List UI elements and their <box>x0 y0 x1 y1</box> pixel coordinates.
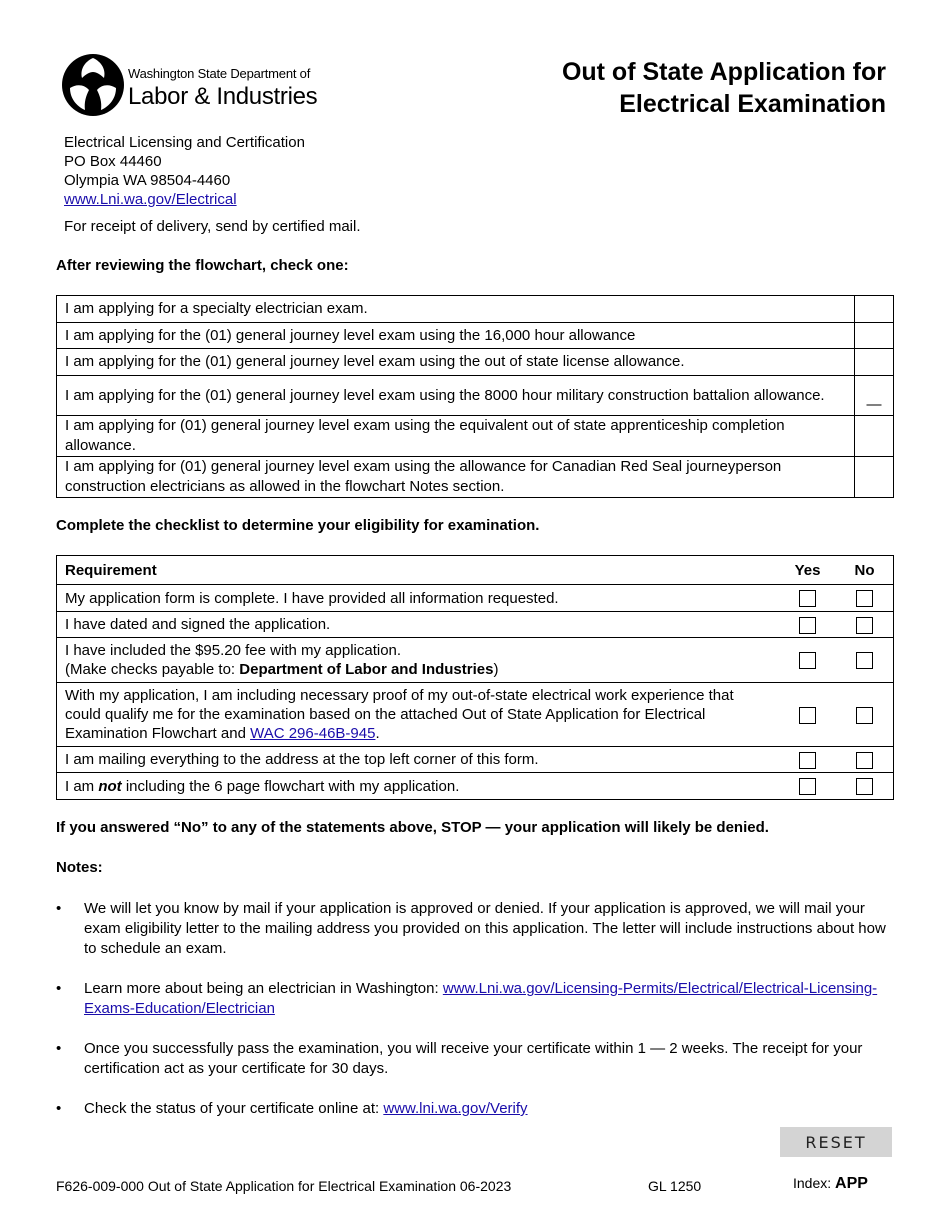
requirement-text: With my application, I am including necessary proof of my out-of-state electrical work experience that could qualify me for the examination based on the attached Out of State Application for Electrical Examination Flowchart and WAC 296-46B-945. <box>57 683 780 747</box>
requirement-column-header: Requirement <box>57 556 780 585</box>
form-number: F626-009-000 Out of State Application for Electrical Examination 06-2023 <box>56 1178 512 1194</box>
not-emphasis: not <box>98 777 122 795</box>
yes-checkbox[interactable] <box>799 707 816 724</box>
option-label: I am applying for (01) general journey level exam using the allowance for Canadian Red Seal journeyperson construction electricians as allowed in the flowchart Notes section. <box>57 457 855 498</box>
note-item <box>56 1099 886 1119</box>
yes-column-header: Yes <box>779 556 836 585</box>
note-item <box>56 899 886 959</box>
address-line2: PO Box 44460 <box>64 153 162 170</box>
checklist-row <box>57 683 894 747</box>
checklist-row <box>57 747 894 773</box>
yes-checkbox[interactable] <box>799 617 816 634</box>
no-checkbox[interactable] <box>856 707 873 724</box>
electrician-info-link[interactable]: www.Lni.wa.gov/Licensing-Permits/Electrical/Electrical-Licensing-Exams-Education/Electrician <box>84 980 878 1017</box>
electrical-website-link[interactable]: www.Lni.wa.gov/Electrical <box>64 191 237 208</box>
payee-name: Department of Labor and Industries <box>239 661 494 678</box>
lni-logo-icon <box>62 52 124 118</box>
option-label: I am applying for the (01) general journey level exam using the 8000 hour military construction battalion allowance. <box>57 376 855 416</box>
note-text: Once you successfully pass the examination, you will receive your certificate within 1 — 2 weeks. The receipt for your certification act as your certificate for 30 days. <box>84 1040 863 1077</box>
agency-name-line2: Labor & Industries <box>128 83 318 110</box>
form-title-line2: Electrical Examination <box>619 90 886 118</box>
checklist-row <box>57 773 894 800</box>
stop-warning: If you answered “No” to any of the statements above, STOP — your application will likely be denied. <box>56 819 769 836</box>
payable-line: (Make checks payable to: Department of Labor and Industries) <box>65 661 499 678</box>
option-label: I am applying for the (01) general journey level exam using the out of state license allowance. <box>57 349 855 376</box>
index-code: Index: APP <box>793 1175 868 1192</box>
yes-checkbox[interactable] <box>799 590 816 607</box>
requirement-text: I have dated and signed the application. <box>57 612 780 638</box>
verify-link[interactable]: www.lni.wa.gov/Verify <box>383 1100 528 1117</box>
option-label: I am applying for the (01) general journey level exam using the 16,000 hour allowance <box>57 323 855 349</box>
bullet: • <box>56 1040 62 1057</box>
option-row <box>57 376 894 416</box>
checklist-row <box>57 612 894 638</box>
wac-link[interactable]: WAC 296-46B-945 <box>250 725 376 742</box>
fee-line: I have included the $95.20 fee with my application. <box>65 642 402 659</box>
note-text: Check the status of your certificate online at: www.lni.wa.gov/Verify <box>84 1100 528 1117</box>
no-checkbox[interactable] <box>856 652 873 669</box>
no-checkbox[interactable] <box>856 752 873 769</box>
gl-code: GL 1250 <box>648 1178 702 1194</box>
option-checkbox[interactable] <box>855 457 894 498</box>
option-row <box>57 296 894 323</box>
mailing-address <box>64 133 305 209</box>
checklist-row <box>57 585 894 612</box>
address-line3: Olympia WA 98504-4460 <box>64 172 231 189</box>
checklist-row <box>57 638 894 683</box>
bullet: • <box>56 980 62 997</box>
option-checkbox[interactable] <box>855 323 894 349</box>
bullet: • <box>56 1100 62 1117</box>
no-column-header: No <box>836 556 894 585</box>
option-row <box>57 457 894 498</box>
option-label: I am applying for (01) general journey level exam using the equivalent out of state apprenticeship completion allowance. <box>57 416 855 457</box>
note-text: We will let you know by mail if your application is approved or denied. If your application is approved, we will mail your exam eligibility letter to the mailing address you provided on this application. The letter will include instructions about how to schedule an exam. <box>84 900 886 957</box>
option-checkbox[interactable] <box>855 296 894 323</box>
requirement-text <box>57 638 780 683</box>
option-checkbox[interactable]: — <box>855 376 894 416</box>
agency-logo <box>62 52 332 118</box>
bullet: • <box>56 900 62 917</box>
yes-checkbox[interactable] <box>799 752 816 769</box>
note-text: Learn more about being an electrician in Washington: www.Lni.wa.gov/Licensing-Permits/Electrical/Electrical-Licensing-Exams-Education/Electrician <box>84 980 878 1017</box>
option-row <box>57 349 894 376</box>
notes-heading: Notes: <box>56 859 103 876</box>
certified-mail-note: For receipt of delivery, send by certified mail. <box>64 218 361 235</box>
option-label: I am applying for a specialty electrician exam. <box>57 296 855 323</box>
no-checkbox[interactable] <box>856 590 873 607</box>
reset-button[interactable]: RESET <box>780 1127 892 1157</box>
note-item <box>56 1039 886 1079</box>
exam-options-table <box>56 295 894 498</box>
option-row <box>57 323 894 349</box>
requirement-text: My application form is complete. I have provided all information requested. <box>57 585 780 612</box>
options-heading: After reviewing the flowchart, check one: <box>56 257 349 274</box>
option-checkbox[interactable] <box>855 416 894 457</box>
no-checkbox[interactable] <box>856 778 873 795</box>
form-title-line1: Out of State Application for <box>561 58 886 86</box>
requirement-text: I am not including the 6 page flowchart with my application. <box>57 773 780 800</box>
index-value: APP <box>835 1175 868 1192</box>
agency-name-line1: Washington State Department of <box>128 66 311 81</box>
address-line1: Electrical Licensing and Certification <box>64 134 305 151</box>
no-checkbox[interactable] <box>856 617 873 634</box>
form-title <box>562 56 886 120</box>
option-row <box>57 416 894 457</box>
yes-checkbox[interactable] <box>799 778 816 795</box>
checklist-heading: Complete the checklist to determine your eligibility for examination. <box>56 517 540 534</box>
checklist-header-row <box>57 556 894 585</box>
note-item <box>56 979 886 1019</box>
option-checkbox[interactable] <box>855 349 894 376</box>
yes-checkbox[interactable] <box>799 652 816 669</box>
requirement-text: I am mailing everything to the address at the top left corner of this form. <box>57 747 780 773</box>
eligibility-checklist <box>56 555 894 800</box>
